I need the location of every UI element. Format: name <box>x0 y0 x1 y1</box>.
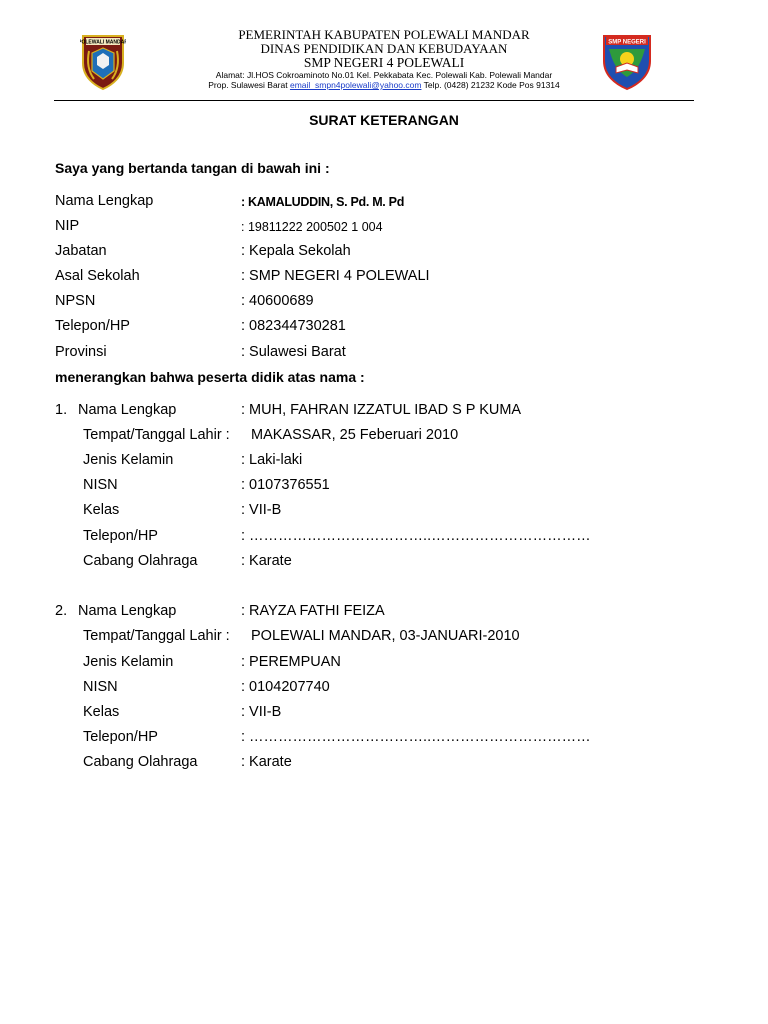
student-value: : 0104207740 <box>241 679 330 695</box>
student-label: Cabang Olahraga <box>83 754 198 770</box>
student-label: Tempat/Tanggal Lahir : <box>83 628 230 644</box>
logo-left-text: POLEWALI MANDAR <box>80 39 126 46</box>
student-label: Jenis Kelamin <box>83 452 174 468</box>
statement-text: menerangkan bahwa peserta didik atas nama : <box>55 369 365 385</box>
student-label: Telepon/HP <box>83 528 158 544</box>
student-label: Cabang Olahraga <box>83 553 198 569</box>
student-label: Kelas <box>83 502 120 518</box>
signer-value: : 40600689 <box>241 293 314 309</box>
signer-label: Nama Lengkap <box>55 193 154 209</box>
email-link[interactable]: email_smpn4polewali@yahoo.com <box>289 80 422 90</box>
student-number: 1. <box>55 402 68 418</box>
signer-value: : KAMALUDDIN, S. Pd. M. Pd <box>241 195 405 209</box>
student-value: POLEWALI MANDAR, 03-JANUARI-2010 <box>251 628 520 644</box>
student-value: : ………………………………..…………………………… <box>241 528 591 544</box>
signer-value: : 082344730281 <box>241 318 346 334</box>
student-label: NISN <box>83 477 118 493</box>
student-label: Telepon/HP <box>83 729 158 745</box>
signer-label: Asal Sekolah <box>55 268 140 284</box>
signer-label: NPSN <box>55 293 96 309</box>
letterhead-line-2: DINAS PENDIDIKAN DAN KEBUDAYAAN <box>260 41 508 56</box>
signer-label: Telepon/HP <box>55 318 130 334</box>
signer-label: NIP <box>55 218 80 234</box>
signer-value: : Sulawesi Barat <box>241 344 346 360</box>
contact-prefix: Prop. Sulawesi Barat <box>208 80 290 90</box>
student-label: Nama Lengkap <box>78 402 177 418</box>
signer-label: Jabatan <box>55 243 107 259</box>
student-value: : MUH, FAHRAN IZZATUL IBAD S P KUMA <box>241 402 522 418</box>
student-value: : VII-B <box>241 704 282 720</box>
student-label: Tempat/Tanggal Lahir : <box>83 427 230 443</box>
letterhead-line-3: SMP NEGERI 4 POLEWALI <box>303 55 465 70</box>
signer-label: Provinsi <box>55 344 107 360</box>
polewali-mandar-logo <box>80 33 126 91</box>
student-value: MAKASSAR, 25 Feberuari 2010 <box>251 427 459 443</box>
document-title: SURAT KETERANGAN <box>309 112 459 128</box>
student-value: : ………………………………..…………………………… <box>241 729 591 745</box>
letterhead-contact <box>150 80 618 91</box>
logo-right-text: SMP NEGERI <box>608 39 646 46</box>
student-value: : Laki-laki <box>241 452 303 468</box>
student-value: : PEREMPUAN <box>241 654 341 670</box>
intro-text: Saya yang bertanda tangan di bawah ini : <box>55 160 330 176</box>
student-label: Nama Lengkap <box>78 603 177 619</box>
letterhead-address: Alamat: Jl.HOS Cokroaminoto No.01 Kel. Pekkabata Kec. Polewali Kab. Polewali Mandar <box>215 70 553 80</box>
student-label: NISN <box>83 679 118 695</box>
signer-value: : 19811222 200502 1 004 <box>241 220 383 234</box>
student-value: : Karate <box>241 553 292 569</box>
student-label: Kelas <box>83 704 120 720</box>
contact-suffix: Telp. (0428) 21232 Kode Pos 91314 <box>421 80 560 90</box>
student-value: : VII-B <box>241 502 282 518</box>
student-value: : RAYZA FATHI FEIZA <box>241 603 385 619</box>
letterhead-divider <box>54 100 694 101</box>
student-label: Jenis Kelamin <box>83 654 174 670</box>
signer-value: : SMP NEGERI 4 POLEWALI <box>241 268 430 284</box>
signer-value: : Kepala Sekolah <box>241 243 351 259</box>
student-value: : 0107376551 <box>241 477 330 493</box>
letterhead-line-1: PEMERINTAH KABUPATEN POLEWALI MANDAR <box>238 27 530 42</box>
student-value: : Karate <box>241 754 292 770</box>
student-number: 2. <box>55 603 68 619</box>
